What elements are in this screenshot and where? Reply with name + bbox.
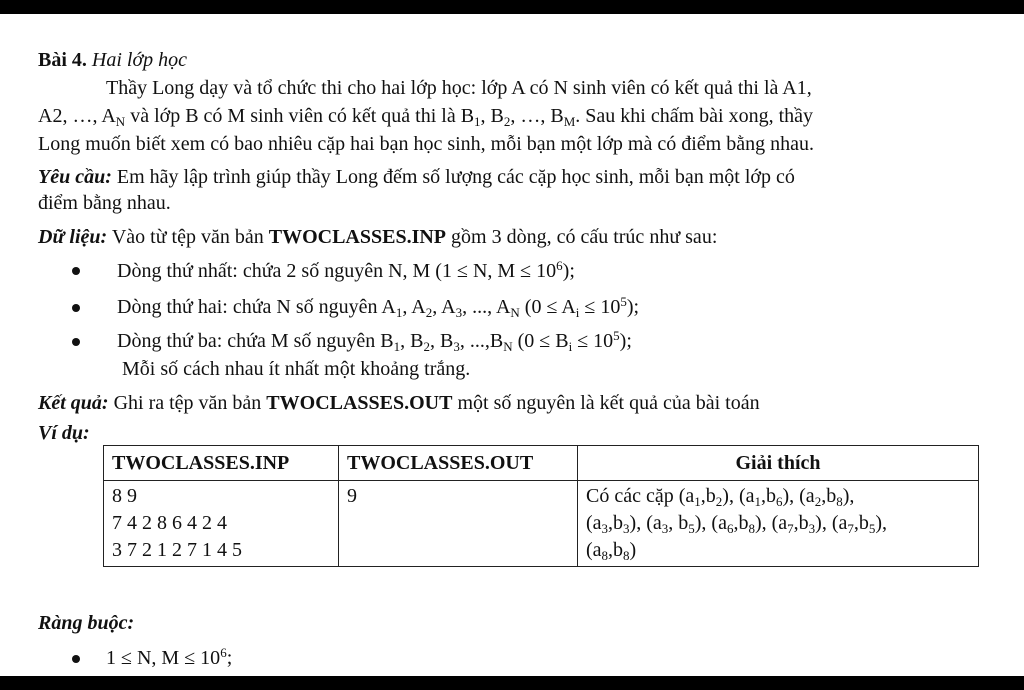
input-bullet-2: Dòng thứ hai: chứa N số nguyên $A_1$, $A_2$, $A_3$, ..., $A_N$ $(0 \le A_i \le 10^5)$; [117, 294, 640, 320]
explain-line-2: $(a_3,b_3)$, ($a_3$, $b_5$), $(a_6,b_8)$, $(a_7,b_3)$, $(a_7,b_5)$, [586, 512, 888, 536]
problem-name: Hai lớp học [91, 49, 188, 71]
input-description: Dữ liệu: Vào từ tệp văn bản TWOCLASSES.INP gồm 3 dòng, có cấu trúc như sau: [38, 226, 718, 248]
output-label: Kết quả: [38, 392, 109, 414]
explain-line-3: $(a_8,b_8)$ [586, 539, 637, 563]
example-label: Ví dụ: [38, 422, 90, 444]
input-filename: TWOCLASSES.INP [268, 226, 447, 248]
document-page [0, 14, 1024, 676]
example-table [103, 445, 979, 567]
intro-line-3: Long muốn biết xem có bao nhiêu cặp hai bạn học sinh, mỗi bạn một lớp mà có điểm bằng nhau. [38, 133, 814, 155]
problem-number: Bài 4. [38, 49, 87, 71]
header-out: TWOCLASSES.OUT [339, 446, 578, 481]
header-explain: Giải thích [578, 446, 979, 481]
intro-line-2: A2, …, $A_N$ và lớp B có M sinh viên có kết quả thi là $B_1$, $B_2$, …, $B_M$. Sau khi chấm bài xong, thầy [38, 105, 814, 129]
header-inp: TWOCLASSES.INP [104, 446, 339, 481]
table-header-row [104, 446, 979, 481]
intro-line-1: Thầy Long dạy và tổ chức thi cho hai lớp học: lớp A có N sinh viên có kết quả thi là A1, [106, 77, 812, 99]
bullet-dot [72, 267, 80, 275]
output-filename: TWOCLASSES.OUT [266, 392, 453, 414]
inp-line: 3 7 2 1 2 7 1 4 5 [112, 539, 242, 561]
bullet-dot [72, 338, 80, 346]
input-label: Dữ liệu: [38, 226, 108, 248]
problem-title [38, 48, 187, 72]
inp-cell [104, 481, 339, 567]
explain-cell [578, 481, 979, 567]
input-bullet-1: Dòng thứ nhất: chứa 2 số nguyên N, M (1 ≤ N, $M \le 10^6$); [117, 258, 575, 282]
output-description: Kết quả: Ghi ra tệp văn bản TWOCLASSES.OUT một số nguyên là kết quả của bài toán [38, 392, 760, 414]
input-note: Mỗi số cách nhau ít nhất một khoảng trắng. [122, 358, 471, 380]
input-bullet-3: Dòng thứ ba: chứa M số nguyên $B_1$, $B_2$, $B_3$, $...,B_N$ $(0 \le B_i \le 10^5)$; [117, 328, 632, 354]
constraints-label: Ràng buộc: [38, 612, 135, 634]
out-cell [339, 481, 578, 567]
table-row [104, 481, 979, 567]
requirement-line-1: Yêu cầu: Em hãy lập trình giúp thầy Long đếm số lượng các cặp học sinh, mỗi bạn một lớp có [38, 166, 795, 188]
explain-line-1: Có các cặp $(a_1,b_2)$, $(a_1,b_6)$, $(a_2,b_8)$, [586, 485, 855, 509]
inp-line: 7 4 2 8 6 4 2 4 [112, 512, 227, 534]
bullet-dot [72, 655, 80, 663]
out-value: 9 [347, 485, 357, 507]
constraint-bullet-1: 1 ≤ N, $M \le 10^6$; [106, 645, 233, 669]
requirement-line-2: điểm bằng nhau. [38, 192, 171, 214]
inp-line: 8 9 [112, 485, 137, 507]
bullet-dot [72, 304, 80, 312]
requirement-label: Yêu cầu: [38, 166, 112, 188]
